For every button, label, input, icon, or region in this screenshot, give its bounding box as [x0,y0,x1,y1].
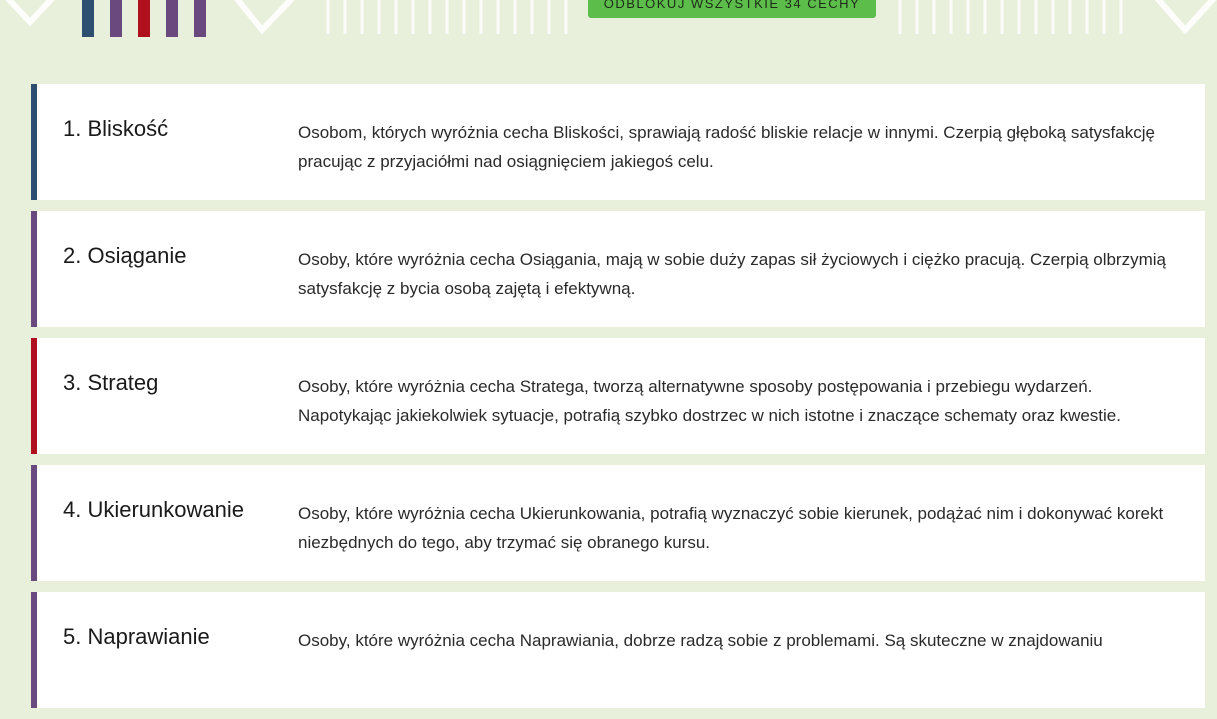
hero-banner [0,0,1217,50]
strength-title: 1. Bliskość [63,116,169,141]
strength-description: Osobom, których wyróżnia cecha Bliskości, sprawiają radość bliskie relacje w innymi. Czerpią głęboką satysfakcję pracując z przyjaciółmi nad osiągnięciem jakiegoś celu. [298,123,1155,171]
unlock-all-button[interactable]: ODBLOKUJ WSZYSTKIE 34 CECHY [588,0,876,18]
strength-description: Osoby, które wyróżnia cecha Osiągania, mają w sobie duży zapas sił życiowych i ciężko pracują. Czerpią olbrzymią satysfakcję z bycia osobą zajętą i efektywną. [298,250,1166,298]
strength-card [31,338,1205,454]
strength-card [31,592,1205,708]
strengths-list [31,84,1205,719]
color-bar [194,0,206,37]
strength-description: Osoby, które wyróżnia cecha Stratega, tworzą alternatywne sposoby postępowania i przebiegu wydarzeń. Napotykając jakiekolwiek sytuacje, potrafią szybko dostrzec w nich istotne i znaczące schematy oraz kwestie. [298,377,1121,425]
color-bar [138,0,150,37]
strength-description: Osoby, które wyróżnia cecha Naprawiania, dobrze radzą sobie z problemami. Są skuteczne w znajdowaniu [298,631,1103,650]
strength-card [31,211,1205,327]
color-bar [110,0,122,37]
strength-card [31,84,1205,200]
color-bar [82,0,94,37]
strength-title: 5. Naprawianie [63,624,210,649]
strength-title: 2. Osiąganie [63,243,187,268]
strength-card [31,465,1205,581]
strength-title: 4. Ukierunkowanie [63,497,244,522]
color-bar [166,0,178,37]
strength-description: Osoby, które wyróżnia cecha Ukierunkowania, potrafią wyznaczyć sobie kierunek, podążać nim i dokonywać korekt niezbędnych do tego, aby trzymać się obranego kursu. [298,504,1164,552]
strength-color-bars [82,0,208,37]
strength-title: 3. Strateg [63,370,159,395]
